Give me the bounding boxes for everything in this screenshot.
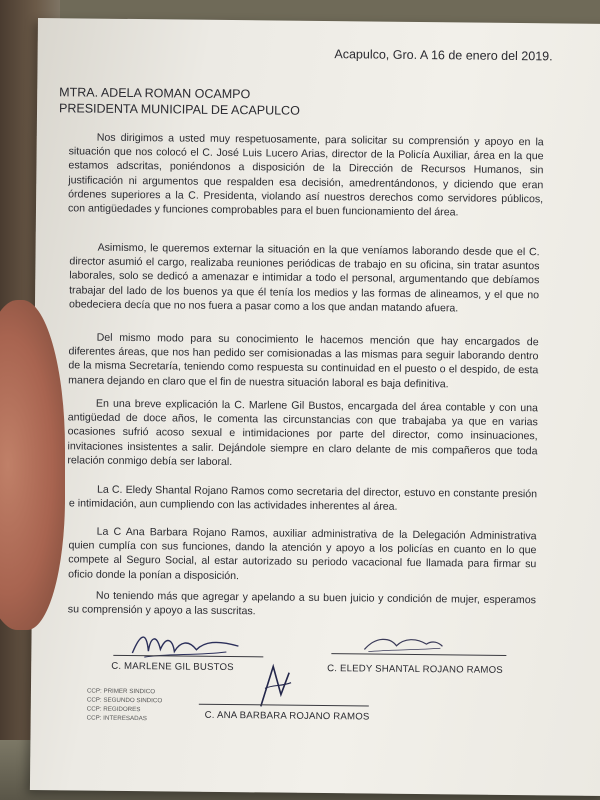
recipient-name: MTRA. ADELA ROMAN OCAMPO <box>59 85 251 102</box>
paragraph-1: Nos dirigimos a usted muy respetuosamente, para solicitar su comprensión y apoyo en la situación que nos colocó el C. José Luis Lucero Arias, director de la Policía Auxiliar, área en la que estamos adscritas, poniéndonos a disposición de la Dirección de Recursos Humanos, sin justificación ni argumentos que respalden esa decisión, amedrentándonos, y diciendo que eran órdenes superiores a la C. Presidenta, violando así nuestros derechos como servidores públicos, con antigüedades y funciones comprobables para el buen funcionamiento del área. <box>67 131 544 219</box>
signature-name-2: C. ELEDY SHANTAL ROJANO RAMOS <box>327 663 503 676</box>
paragraph-7: No teniendo más que agregar y apelando a su buen juicio y condición de mujer, esperamos su comprensión y apoyo a las suscritas. <box>67 589 536 618</box>
paragraph-4: En una breve explicación la C. Marlene Gil Bustos, encargada del área contable y con una antigüedad de doce años, le comenta las circunstancias con que trabajaba ya que en varias ocasiones sufrió acoso sexual e intimidaciones por parte del director, como insinuaciones, invitaciones insistentes a salir. Dejándole siempre en claro delante de mis compañeros que toda relación conmigo debía ser laboral. <box>67 397 539 468</box>
cc-item: CCP: REGIDORES <box>86 705 141 714</box>
paragraph-3: Del mismo modo para su conocimiento le hacemos mención que hay encargados de diferentes áreas, que nos han pedido ser comisionadas a las mismas para seguir laborando dentro de la misma Secretaría, teniendo como respuesta su continuidad en el puesto o el despido, de esta manera dejando en claro que el fin de nuestra situación laboral es baja definitiva. <box>68 331 539 390</box>
cc-item: CCP: INTERESADAS <box>86 714 147 723</box>
signature-name-3: C. ANA BARBARA ROJANO RAMOS <box>204 709 370 723</box>
letter-date: Acapulco, Gro. A 16 de enero del 2019. <box>334 47 553 64</box>
paragraph-6: La C Ana Barbara Rojano Ramos, auxiliar administrativa de la Delegación Administrativa quien cumplía con sus funciones, dando la atención y apoyo a los policías en cuanto en lo que compete al Seguro Social, al estar autorizado su periodo vacacional fue llamada para firmar su oficio donde la ponían a disposición. <box>68 525 537 582</box>
cc-item: CCP: SEGUNDO SINDICO <box>86 696 163 705</box>
cc-list <box>87 687 163 724</box>
signature-scrawl-1 <box>126 627 246 664</box>
signature-name-1: C. MARLENE GIL BUSTOS <box>111 660 234 674</box>
recipient-title: PRESIDENTA MUNICIPAL DE ACAPULCO <box>58 101 300 118</box>
paragraph-2: Asimismo, le queremos externar la situación en la que veníamos laborando desde que el C. director asumió el cargo, realizaba reuniones periódicas de trabajo en su oficina, sin tratar asuntos laborales, solo se dedicó a amenazar e intimidar a todo el personal, argumentando que debíamos trabajar del lado de los buenos ya que él tenía los medios y las formas de alineamos, y el que no obedeciera decía que no nos fuera a pasar como a los que andan matando afuera. <box>68 241 540 315</box>
recipient-block <box>59 84 300 119</box>
signature-scrawl-3 <box>251 660 302 711</box>
paragraph-5: La C. Eledy Shantal Rojano Ramos como secretaria del director, estuvo en constante presión e intimidación, aun cumpliendo con las actividades inherentes al área. <box>68 483 538 513</box>
cc-item: CCP: PRIMER SINDICO <box>86 687 156 696</box>
letter-page <box>30 18 600 796</box>
